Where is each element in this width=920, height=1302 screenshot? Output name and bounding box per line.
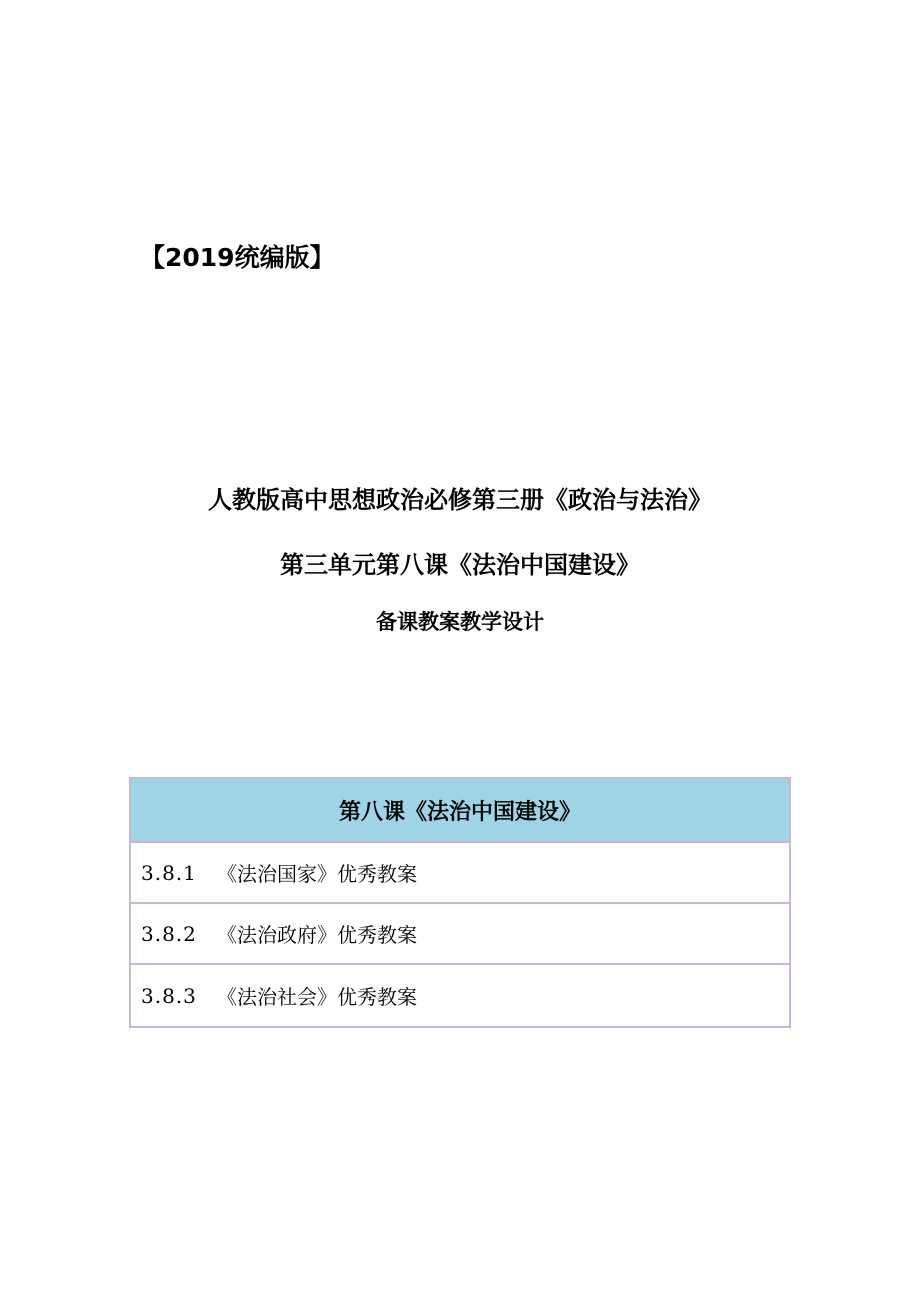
unit-lesson-title: 第三单元第八课《法治中国建设》 [280, 551, 640, 579]
toc-item-title: 《法治社会》优秀教案 [217, 985, 417, 1009]
toc-header: 第八课《法治中国建设》 [131, 779, 789, 843]
document-subtitle: 备课教案教学设计 [376, 610, 544, 634]
toc-item-3-8-1[interactable] [131, 843, 789, 904]
table-of-contents [129, 777, 791, 1028]
toc-item-3-8-2[interactable] [131, 904, 789, 965]
document-title: 人教版高中思想政治必修第三册《政治与法治》 [208, 486, 712, 514]
toc-item-title: 《法治国家》优秀教案 [217, 862, 417, 886]
toc-item-number: 3.8.1 [141, 860, 197, 885]
toc-item-3-8-3[interactable] [131, 965, 789, 1026]
edition-label: 【2019统编版】 [140, 243, 335, 272]
toc-item-title: 《法治政府》优秀教案 [217, 923, 417, 947]
toc-item-number: 3.8.2 [141, 921, 197, 946]
toc-item-number: 3.8.3 [141, 983, 197, 1008]
